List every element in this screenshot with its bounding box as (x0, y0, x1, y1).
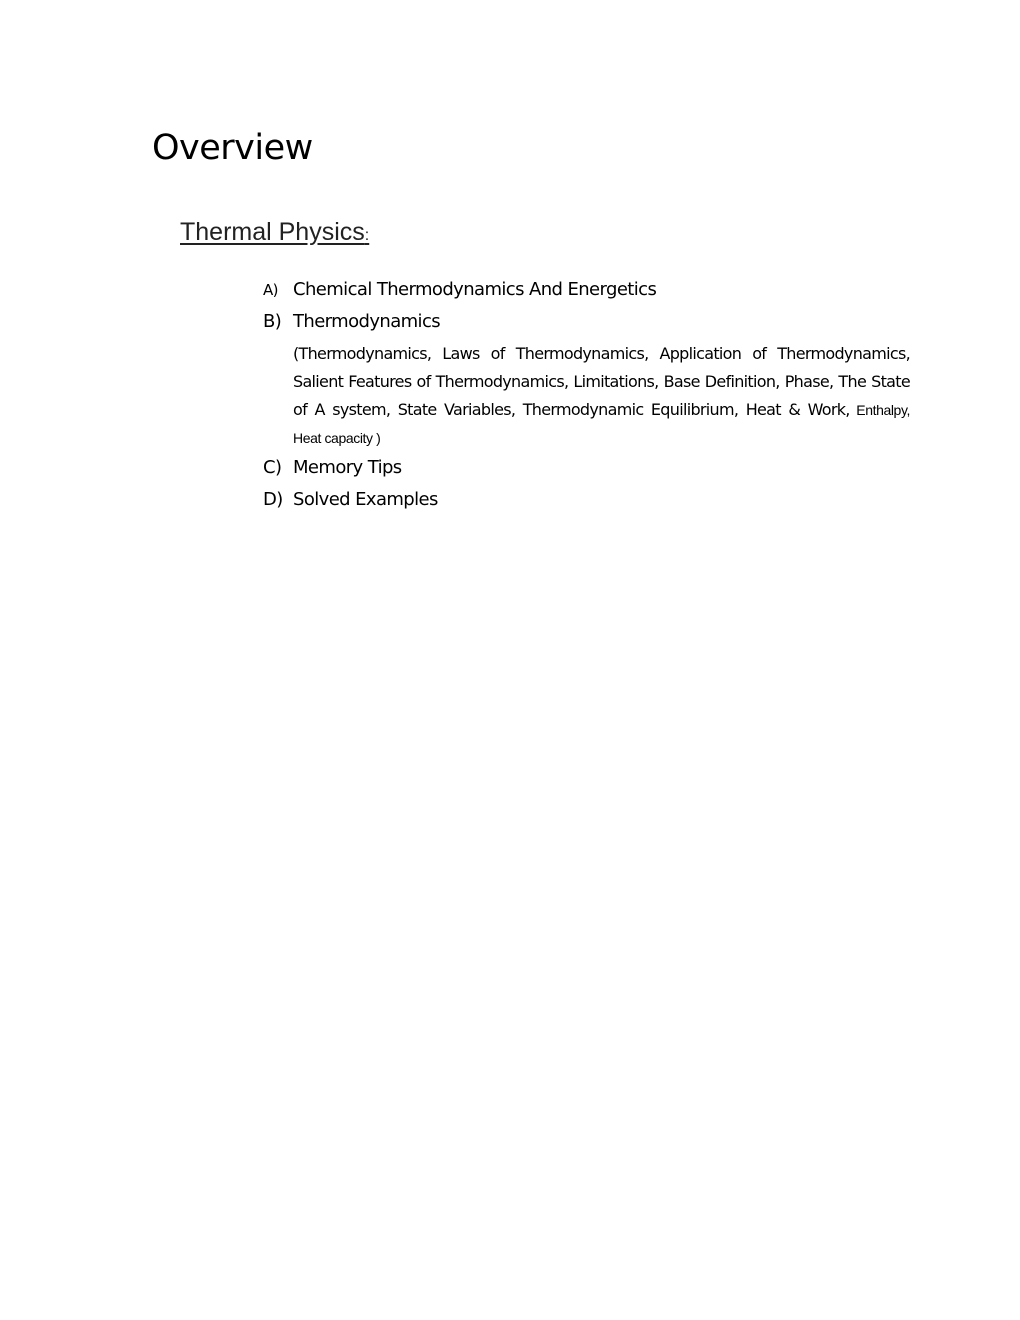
toc-item-b-description (293, 340, 910, 452)
toc-item-label: Memory Tips (293, 457, 402, 478)
toc-item-label: Chemical Thermodynamics And Energetics (293, 279, 657, 300)
toc-marker: A) (263, 281, 278, 299)
section-heading-colon: : (364, 227, 370, 244)
page-title: Overview (152, 128, 313, 168)
toc-item-label: Solved Examples (293, 489, 438, 510)
toc-item-label: Thermodynamics (293, 311, 441, 332)
section-heading-text: Thermal Physics (180, 218, 365, 246)
description-text: (Thermodynamics, Laws of Thermodynamics, Application of Thermodynamics, Salient Features of Thermodynamics, Limitations, Base Definition, Phase, The State of A system, State Variables, Thermodynamic Equilibrium, Heat & Work, (293, 344, 910, 419)
section-heading-thermal-physics (180, 216, 369, 252)
toc-item-a (263, 276, 656, 304)
toc-marker: C) (263, 457, 282, 478)
toc-item-b (263, 308, 440, 336)
toc-marker: D) (263, 489, 283, 510)
toc-item-d (263, 486, 438, 514)
toc-item-c (263, 454, 402, 482)
description-text-tail: Enthalpy, Heat capacity ) (293, 402, 910, 446)
toc-marker: B) (263, 311, 282, 332)
